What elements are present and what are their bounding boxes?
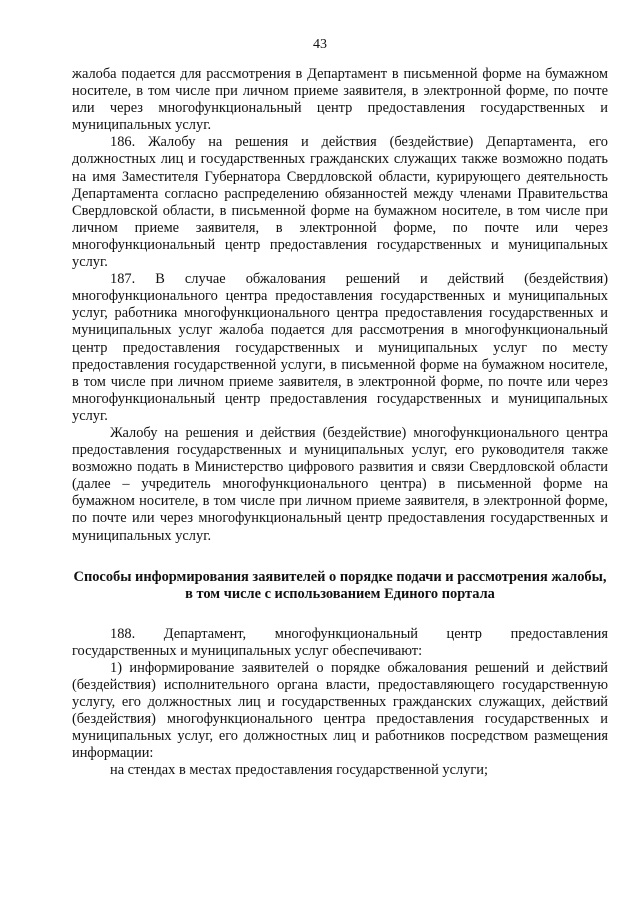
- paragraph-188-item-1: 1) информирование заявителей о порядке обжалования решений и действий (бездействия) исполнительного органа власти, предоставляющего государственную услугу, его должностных лиц и государственных гражданских служащих, действий (бездействия) многофункционального центра предоставления государственных и муниципальных услуг, его должностных лиц и работников посредством размещения информации:: [72, 659, 608, 762]
- paragraph-continuation: жалоба подается для рассмотрения в Департамент в письменной форме на бумажном носителе, в том числе при личном приеме заявителя, в электронной форме, по почте или через многофункциональный центр предоставления государственных и муниципальных услуг.: [72, 66, 608, 134]
- paragraph-188: 188. Департамент, многофункциональный центр предоставления государственных и муниципальных услуг обеспечивают:: [72, 625, 608, 659]
- body-text: [72, 66, 608, 779]
- paragraph-187-second: Жалобу на решения и действия (бездействие) многофункционального центра предоставления государственных и муниципальных услуг, его руководителя также возможно подать в Министерство цифрового развития и связи Свердловской области (далее – учредитель многофункционального центра) в письменной форме на бумажном носителе, в том числе при личном приеме заявителя, в электронной форме, по почте или через многофункциональный центр предоставления государственных и муниципальных услуг.: [72, 424, 608, 544]
- paragraph-186: 186. Жалобу на решения и действия (бездействие) Департамента, его должностных лиц и государственных гражданских служащих также возможно подать на имя Заместителя Губернатора Свердловской области, курирующего деятельность Департамента согласно распределению обязанностей между членами Правительства Свердловской области, в письменной форме на бумажном носителе, в том числе при личном приеме заявителя, в электронной форме, по почте или через многофункциональный центр предоставления государственных и муниципальных услуг.: [72, 134, 608, 271]
- paragraph-187: 187. В случае обжалования решений и действий (бездействия) многофункционального центра предоставления государственных и муниципальных услуг, работника многофункционального центра предоставления государственных и муниципальных услуг жалоба подается для рассмотрения в многофункциональный центр предоставления государственных и муниципальных услуг по месту предоставления государственной услуги, в письменной форме на бумажном носителе, в том числе при личном приеме заявителя, в электронной форме, по почте или через многофункциональный центр предоставления государственных и муниципальных услуг.: [72, 271, 608, 424]
- section-heading: Способы информирования заявителей о порядке подачи и рассмотрения жалобы, в том числе с использованием Единого портала: [73, 568, 607, 603]
- paragraph-188-item-1-stands: на стендах в местах предоставления государственной услуги;: [110, 762, 488, 779]
- page-number: 43: [313, 37, 327, 52]
